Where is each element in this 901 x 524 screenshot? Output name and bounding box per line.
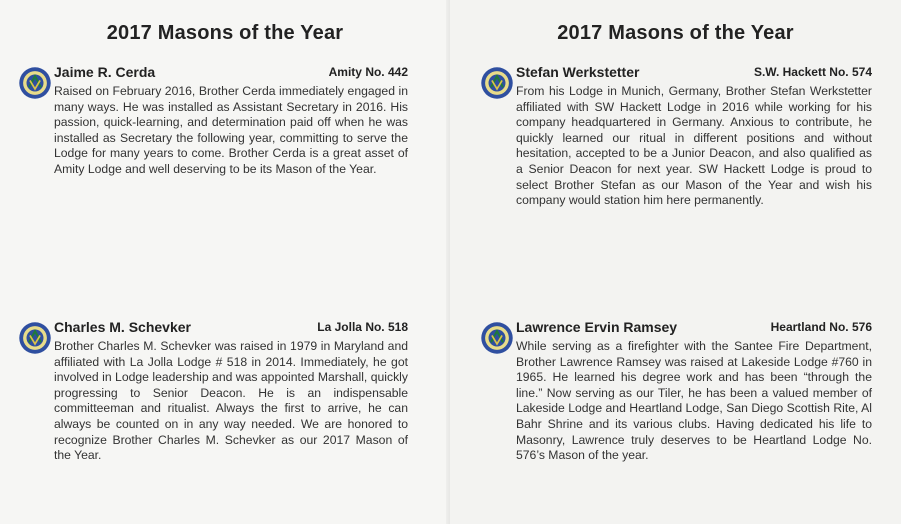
mason-entry (18, 319, 408, 464)
page-title: 2017 Masons of the Year (106, 22, 344, 44)
mason-entry (480, 319, 872, 464)
page-title: 2017 Masons of the Year (557, 22, 794, 44)
masonic-lodge-seal-icon (480, 66, 514, 100)
lodge-name: La Jolla No. 518 (317, 320, 408, 334)
right-page (450, 0, 901, 524)
entry-header (18, 64, 408, 82)
masonic-lodge-seal-icon (18, 66, 52, 100)
mason-name: Stefan Werkstetter (516, 64, 640, 80)
lodge-name: S.W. Hackett No. 574 (753, 65, 872, 79)
mason-entry (18, 64, 408, 178)
masonic-lodge-seal-icon (18, 321, 52, 355)
entry-text: From his Lodge in Munich, Germany, Brother Stefan Werkstetter affiliated with SW Hackett Lodge in 2016 while working for his company headquartered in Germany. Anxious to contribute, he quickly learned our ritual in different positions and without hesitation, accepted to be a Junior Deacon, and also qualified as a Senior Deacon for next year. SW Hackett Lodge is proud to select Brother Stefan as our Mason of the Year and wish his company would station him here permanently. (516, 84, 872, 208)
mason-name: Charles M. Schevker (54, 319, 191, 335)
entry-header (480, 319, 872, 337)
entry-header (480, 64, 872, 82)
masonic-lodge-seal-icon (480, 321, 514, 355)
mason-name: Lawrence Ervin Ramsey (516, 319, 678, 335)
entry-text: While serving as a firefighter with the Santee Fire Department, Brother Lawrence Ramsey was raised at Lakeside Lodge #760 in 1965. He learned his degree work and has been “through the line.” Now serving as our Tiler, he has been a valued member of Lakeside Lodge and Heartland Lodge, San Diego Scottish Rite, Al Bahr Shrine and its various clubs. Having dedicated his life to Masonry, Lawrence truly deserves to be Heartland Lodge No. 576’s Mason of the year. (516, 339, 872, 463)
entry-header (18, 319, 408, 337)
mason-name: Jaime R. Cerda (54, 64, 156, 80)
entry-text: Brother Charles M. Schevker was raised in 1979 in Maryland and affiliated with La Jolla Lodge # 518 in 2014. Immediately, he got involved in Lodge leadership and was appointed Marshall, quickly progressing to Senior Deacon. He is an indispensable committeeman and ritualist. Always the first to arrive, he can always be counted on in any way needed. We are honored to recognize Brother Charles M. Schevker as our 2017 Mason of the Year. (54, 339, 408, 463)
left-page (0, 0, 450, 524)
entry-text: Raised on February 2016, Brother Cerda immediately engaged in many ways. He was installed as Assistant Secretary in 2016. His passion, quick-learning, and determination paid off when he was installed as Secretary the following year, committing to serve the Lodge for many years to come. Brother Cerda is a great asset of Amity Lodge and well deserving to be its Mason of the Year. (54, 84, 408, 176)
lodge-name: Amity No. 442 (328, 65, 408, 79)
mason-entry (480, 64, 872, 209)
lodge-name: Heartland No. 576 (770, 320, 872, 334)
